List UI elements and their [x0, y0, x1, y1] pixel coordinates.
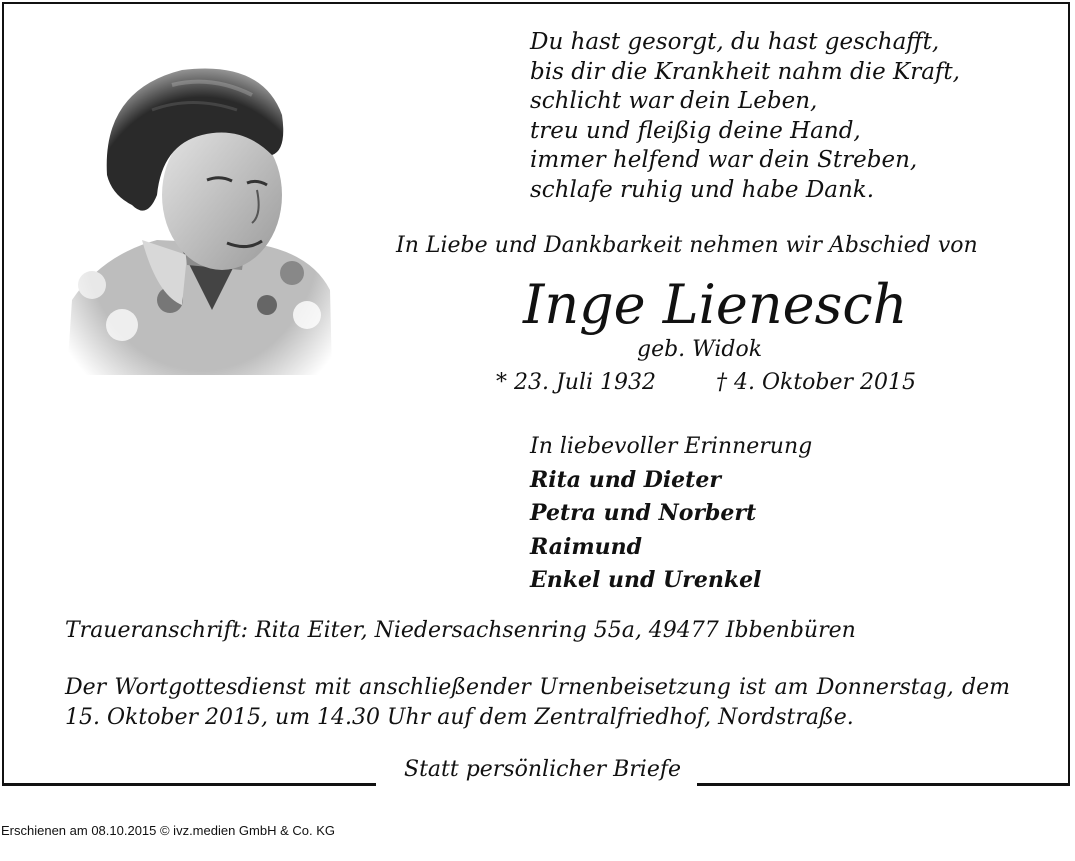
- bottom-rule-right: [697, 783, 1070, 786]
- portrait-photo: [62, 55, 342, 380]
- service-info: Der Wortgottesdienst mit anschließender Urnenbeisetzung ist am Donnerstag, dem 15. Oktober 2015, um 14.30 Uhr auf dem Zentralfriedhof, Nordstraße.: [65, 675, 1010, 730]
- publication-footer: Erschienen am 08.10.2015 © ivz.medien GmbH & Co. KG: [1, 823, 336, 838]
- maiden-name: geb. Widok: [637, 337, 763, 362]
- poem-line: bis dir die Krankheit nahm die Kraft,: [530, 58, 960, 85]
- poem-line: treu und fleißig deine Hand,: [530, 117, 861, 144]
- poem-line: schlafe ruhig und habe Dank.: [530, 176, 875, 203]
- poem-line: immer helfend war dein Streben,: [530, 147, 918, 173]
- mourning-address: Traueranschrift: Rita Eiter, Niedersachsenring 55a, 49477 Ibbenbüren: [65, 618, 856, 643]
- no-letters-note: Statt persönlicher Briefe: [404, 757, 682, 782]
- mourner-name: Enkel und Urenkel: [530, 567, 762, 593]
- mourner-name: Rita und Dieter: [530, 466, 721, 493]
- death-date: † 4. Oktober 2015: [716, 370, 917, 395]
- poem-line: schlicht war dein Leben,: [530, 88, 818, 114]
- poem: [530, 28, 960, 205]
- remembrance-line: In liebevoller Erinnerung: [530, 434, 813, 459]
- mourner-name: Raimund: [530, 533, 643, 560]
- mourners-block: [530, 430, 812, 598]
- deceased-name: Inge Lienesch: [523, 273, 908, 336]
- birth-date: * 23. Juli 1932: [496, 370, 657, 395]
- mourner-name: Petra und Norbert: [530, 500, 757, 526]
- farewell-intro: In Liebe und Dankbarkeit nehmen wir Abschied von: [396, 233, 978, 258]
- bottom-rule-left: [2, 783, 376, 786]
- poem-line: Du hast gesorgt, du hast geschafft,: [530, 29, 940, 55]
